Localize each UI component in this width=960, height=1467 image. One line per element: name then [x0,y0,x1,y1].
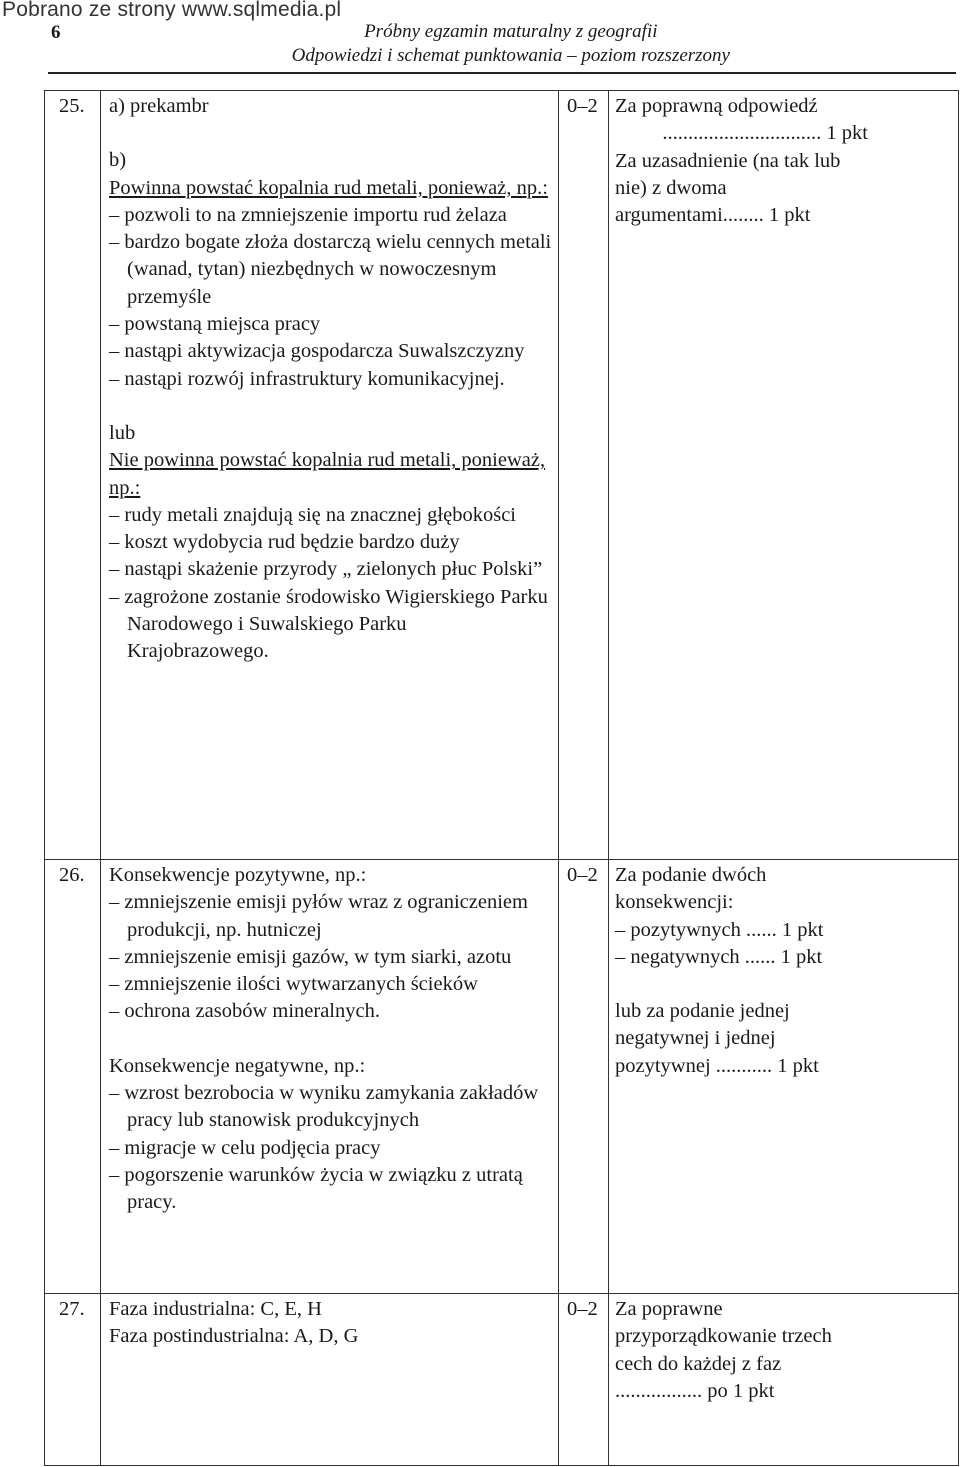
criterion-alternative: lub za podanie jednej negatywnej i jednej pozytywnej ........... 1 pkt [615,1000,819,1077]
question-row-27 [45,1294,959,1466]
question-number: 26. [45,860,101,1294]
positive-item: – zmniejszenie emisji pyłów wraz z ograniczeniem produkcji, np. hutniczej [109,891,528,941]
positive-item: – zmniejszenie emisji gazów, w tym siarki, azotu [109,945,512,968]
source-watermark: Pobrano ze strony www.sqlmedia.pl [2,0,342,21]
option2-item: – rudy metali znajdują się na znacznej głębokości [109,503,516,526]
header-subtitle: Odpowiedzi i schemat punktowania – poziom rozszerzony [291,45,730,66]
question-row-25 [45,91,959,860]
negative-item: – pogorszenie warunków życia w związku z utratą pracy. [109,1163,523,1214]
option1-item: – nastąpi rozwój infrastruktury komunikacyjnej. [109,367,505,390]
points-range: 0–2 [559,860,609,1294]
option2-item: – zagrożone zostanie środowisko Wigierskiego Parku Narodowego i Suwalskiego Parku Krajobrazowego. [109,585,548,663]
negative-item: – wzrost bezrobocia w wyniku zamykania zakładów pracy lub stanowisk produkcyjnych [109,1082,539,1132]
option1-item: – powstaną miejsca pracy [109,313,321,336]
criterion-assignment: Za poprawne przyporządkowanie trzech cech do każdej z faz ................. po 1 pkt [615,1298,832,1402]
criterion-positive: – pozytywnych ...... 1 pkt [615,918,824,941]
criterion-answer-points: ............................... 1 pkt [662,122,868,145]
option1-lead: Powinna powstać kopalnia rud metali, ponieważ, np.: [109,176,548,199]
question-number: 25. [45,91,101,860]
header-rule [48,72,956,74]
answer-cell [101,1294,559,1466]
answer-key-table [44,90,959,1466]
option2-lead: Nie powinna powstać kopalnia rud metali, ponieważ, np.: [109,449,546,499]
positive-item: – ochrona zasobów mineralnych. [109,1000,380,1023]
industrial-phase: Faza industrialna: C, E, H [109,1298,322,1320]
answer-cell [101,860,559,1294]
option1-item: – bardzo bogate złoża dostarczą wielu cennych metali (wanad, tytan) niezbędnych w nowoczesnym przemyśle [109,231,552,308]
points-range: 0–2 [559,1294,609,1466]
positive-lead: Konsekwencje pozytywne, np.: [109,864,367,886]
criterion-two-consequences: Za podanie dwóch konsekwencji: [615,864,767,914]
criterion-answer: Za poprawną odpowiedź [615,95,818,117]
criterion-negative: – negatywnych ...... 1 pkt [615,945,823,968]
negative-lead: Konsekwencje negatywne, np.: [109,1054,366,1077]
positive-item: – zmniejszenie ilości wytwarzanych ścieków [109,973,478,996]
option2-item: – nastąpi skażenie przyrody „ zielonych płuc Polski” [109,558,543,581]
points-range: 0–2 [559,91,609,860]
postindustrial-phase: Faza postindustrialna: A, D, G [109,1325,359,1348]
option1-item: – nastąpi aktywizacja gospodarcza Suwalszczyzny [109,340,525,363]
negative-item: – migracje w celu podjęcia pracy [109,1136,381,1159]
option1-item: – pozwoli to na zmniejszenie importu rud żelaza [109,203,507,226]
criterion-justification: Za uzasadnienie (na tak lub nie) z dwoma argumentami........ 1 pkt [615,149,841,227]
scoring-criteria [609,860,959,1294]
or-label: lub [109,421,136,444]
answer-b-label: b) [109,149,127,172]
option2-item: – koszt wydobycia rud będzie bardzo duży [109,531,460,554]
answer-cell [101,91,559,860]
page-header [292,20,730,68]
question-number: 27. [45,1294,101,1466]
question-row-26 [45,860,959,1294]
header-exam-title: Próbny egzamin maturalny z geografii [364,21,658,42]
scoring-criteria [609,1294,959,1466]
page-number: 6 [51,22,61,43]
answer-a: a) prekambr [109,95,209,117]
scoring-criteria [609,91,959,860]
